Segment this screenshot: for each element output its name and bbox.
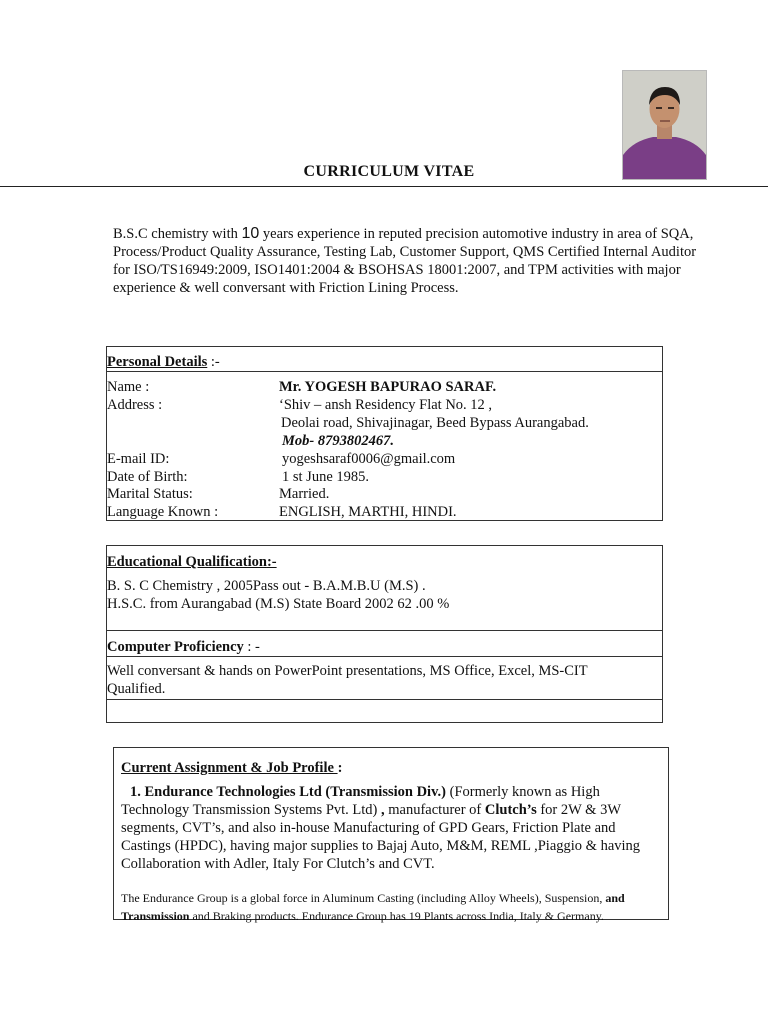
- marital-label: Marital Status:: [107, 486, 193, 502]
- language-value: ENGLISH, MARTHI, HINDI.: [279, 504, 457, 520]
- job-description: [121, 783, 662, 873]
- group-transmission: Transmission: [121, 909, 190, 923]
- table-divider: [107, 699, 662, 700]
- marital-value: Married.: [279, 486, 330, 502]
- table-divider: [107, 371, 662, 372]
- language-label: Language Known :: [107, 504, 219, 520]
- job-heading-row: [121, 759, 662, 777]
- email-label: E-mail ID:: [107, 451, 170, 467]
- personal-details-heading-suffix: :-: [207, 354, 220, 370]
- personal-details-table: [106, 346, 663, 521]
- table-divider: [107, 630, 662, 631]
- current-assignment-box: [113, 747, 669, 923]
- summary-paragraph: [113, 225, 698, 297]
- email-row: [107, 450, 662, 468]
- education-line-1: [107, 577, 662, 595]
- dob-row: [107, 468, 662, 486]
- computer-heading: Computer Proficiency: [107, 639, 244, 655]
- group-text-2: and Braking products. Endurance Group has 19 Plants across India, Italy & Germany.: [189, 909, 604, 923]
- address-label: Address :: [107, 397, 163, 413]
- table-divider: [107, 656, 662, 657]
- job-text-3: for 2W & 3W segments, CVT’s, and also in-house Manufacturing of GPD Gears, Friction Plate and Castings (HPDC), having major supplies to Bajaj Auto, M&M, REML ,Piaggio & having Collaboration with Adler, Italy For Clutch’s and CVT.: [121, 802, 641, 872]
- summary-text-before: B.S.C chemistry with: [113, 226, 242, 242]
- address-row: [107, 396, 662, 414]
- address-line-1: ‘Shiv – ansh Residency Flat No. 12 ,: [279, 397, 493, 413]
- marital-row: [107, 485, 662, 503]
- company-name: 1. Endurance Technologies Ltd (Transmission Div.): [130, 784, 446, 800]
- address-line-2: Deolai road, Shivajinagar, Beed Bypass Aurangabad.: [281, 415, 589, 431]
- education-bsc: B. S. C Chemistry , 2005Pass out - B.A.M.B.U (M.S) .: [107, 578, 426, 594]
- mobile-number: Mob- 8793802467.: [282, 433, 394, 449]
- name-row: [107, 378, 662, 396]
- name-value: Mr. YOGESH BAPURAO SARAF.: [279, 379, 497, 395]
- job-text-1: (Formerly known as High Technology Transmission Systems Pvt. Ltd): [121, 784, 600, 818]
- computer-text: Well conversant & hands on PowerPoint presentations, MS Office, Excel, MS-CIT Qualified.: [107, 663, 588, 697]
- job-heading-suffix: :: [337, 760, 343, 776]
- email-value: yogeshsaraf0006@gmail.com: [282, 451, 456, 467]
- education-line-2: [107, 595, 662, 613]
- job-clutch: Clutch’s: [484, 802, 537, 818]
- dob-label: Date of Birth:: [107, 469, 188, 485]
- title-divider: [0, 186, 768, 187]
- education-heading-suffix: :-: [266, 554, 277, 570]
- mobile-row: [107, 432, 662, 450]
- job-heading: Current Assignment & Job Profile: [121, 760, 338, 776]
- personal-details-heading: Personal Details: [107, 354, 208, 370]
- education-heading-row: [107, 553, 662, 571]
- computer-heading-row: [107, 638, 662, 656]
- page-title: CURRICULUM VITAE: [303, 163, 475, 180]
- group-and: and: [605, 891, 625, 905]
- job-comma: ,: [381, 802, 385, 818]
- group-description: [121, 889, 662, 925]
- name-label: Name :: [107, 379, 150, 395]
- group-text-1: The Endurance Group is a global force in Aluminum Casting (including Alloy Wheels), Suspension,: [121, 891, 606, 905]
- summary-text-after: years experience in reputed precision automotive industry in area of SQA, Process/Product Quality Assurance, Testing Lab, Customer Support, QMS Certified Internal Auditor for ISO/TS16949:2009, ISO1401:2004 & BSOHSAS 18001:2007, and TPM activities with major experience & well conversant with Friction Lining Process.: [113, 226, 697, 296]
- education-hsc: H.S.C. from Aurangabad (M.S) State Board 2002 62 .00 %: [107, 596, 450, 612]
- education-heading: Educational Qualification: [107, 554, 267, 570]
- address-row-2: [107, 414, 662, 432]
- education-table: [106, 545, 663, 723]
- summary-years: 10: [241, 225, 260, 242]
- computer-heading-suffix: : -: [243, 639, 260, 655]
- language-row: [107, 503, 662, 521]
- dob-value: 1 st June 1985.: [282, 469, 369, 485]
- personal-details-heading-row: [107, 353, 662, 371]
- job-text-2: manufacturer of: [384, 802, 485, 818]
